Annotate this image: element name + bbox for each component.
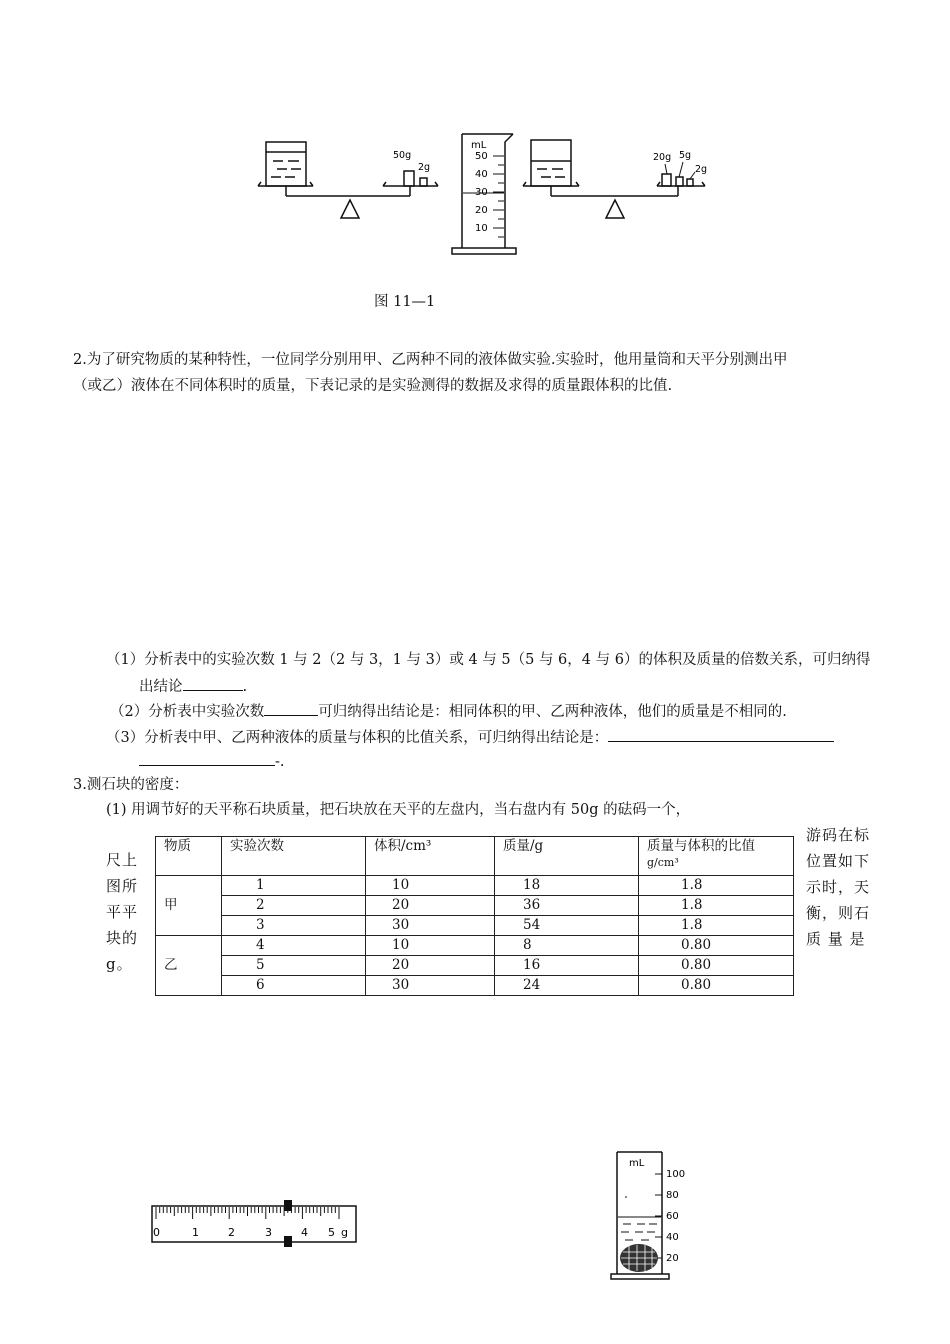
cell-volume: 10 bbox=[366, 876, 495, 896]
stone bbox=[620, 1244, 658, 1272]
ruler-label-unit: g bbox=[341, 1226, 348, 1239]
header-volume: 体积/cm³ bbox=[366, 837, 495, 876]
right-col-line-2: 位置如下 bbox=[806, 852, 871, 870]
q2-part3-line2 bbox=[139, 751, 285, 772]
table-row bbox=[156, 876, 794, 896]
substance-yi: 乙 bbox=[156, 936, 222, 996]
cylinder-unit: mL bbox=[471, 140, 487, 151]
q2-part2-prefix: （2）分析表中实验次数 bbox=[110, 704, 265, 720]
cell-trial: 4 bbox=[222, 936, 366, 956]
cylinder-tick-50: 50 bbox=[475, 151, 488, 162]
left-col-line-3: 平平 bbox=[106, 903, 139, 921]
right-col-line-1: 游码在标 bbox=[806, 826, 871, 844]
q2-intro-line2: （或乙）液体在不同体积时的质量，下表记录的是实验测得的数据及求得的质量跟体积的比值. bbox=[73, 378, 673, 394]
cell-volume: 20 bbox=[366, 956, 495, 976]
right-col-line-4: 衡，则石 bbox=[806, 904, 871, 922]
cell-trial: 6 bbox=[222, 976, 366, 996]
cylinder2-tick-80: 80 bbox=[666, 1190, 679, 1201]
right-col-line-3: 示时，天 bbox=[806, 878, 871, 896]
ruler-label-3: 3 bbox=[265, 1226, 272, 1239]
table-header-row bbox=[156, 837, 794, 876]
cylinder-tick-40: 40 bbox=[475, 169, 488, 180]
cylinder-tick-20: 20 bbox=[475, 205, 488, 216]
weight-label-50g: 50g bbox=[393, 150, 412, 161]
cell-ratio: 1.8 bbox=[639, 876, 794, 896]
answer-blank-2[interactable] bbox=[264, 701, 318, 716]
cell-mass: 24 bbox=[495, 976, 639, 996]
ruler-label-4: 4 bbox=[301, 1226, 308, 1239]
substance-jia: 甲 bbox=[156, 876, 222, 936]
cylinder2-tick-40: 40 bbox=[666, 1232, 679, 1243]
figure-caption: 图 11—1 bbox=[374, 294, 436, 310]
cell-volume: 30 bbox=[366, 976, 495, 996]
weight-label-2g: 2g bbox=[418, 162, 431, 173]
cylinder2-tick-100: 100 bbox=[666, 1169, 686, 1180]
cell-mass: 16 bbox=[495, 956, 639, 976]
cylinder-with-stone bbox=[605, 1148, 695, 1284]
header-ratio-label: 质量与体积的比值 bbox=[647, 838, 755, 854]
q2-part3-suffix: -. bbox=[275, 754, 285, 770]
weight-label-5g: 5g bbox=[679, 150, 692, 161]
table-row bbox=[156, 936, 794, 956]
cell-mass: 36 bbox=[495, 896, 639, 916]
cylinder2-tick-20: 20 bbox=[666, 1253, 679, 1264]
cell-trial: 5 bbox=[222, 956, 366, 976]
q2-part2-suffix: 可归纳得出结论是：相同体积的甲、乙两种液体，他们的质量是不相同的. bbox=[318, 704, 787, 720]
answer-blank-3[interactable] bbox=[608, 727, 834, 742]
cylinder-tick-30: 30 bbox=[475, 187, 488, 198]
table-row bbox=[156, 916, 794, 936]
table-row bbox=[156, 896, 794, 916]
q2-part1-line2 bbox=[139, 676, 247, 697]
right-balance bbox=[523, 140, 708, 218]
q2-part3-line1 bbox=[106, 727, 834, 748]
left-col-line-2: 图所 bbox=[106, 877, 139, 895]
q2-part1-line1: （1）分析表中的实验次数 1 与 2（2 与 3，1 与 3）或 4 与 5（5 与 6，4 与 6）的体积及质量的倍数关系，可归纳得 bbox=[106, 652, 871, 668]
answer-blank-3-cont[interactable] bbox=[139, 751, 275, 766]
cylinder2-unit: mL bbox=[629, 1158, 645, 1169]
right-col-line-5: 质 量 是 bbox=[806, 930, 866, 948]
table-row bbox=[156, 976, 794, 996]
q2-part1-suffix: . bbox=[242, 679, 248, 695]
ruler-label-5: 5 bbox=[328, 1226, 335, 1239]
header-ratio-unit: g/cm³ bbox=[647, 856, 679, 869]
cell-ratio: 0.80 bbox=[639, 976, 794, 996]
header-trial: 实验次数 bbox=[222, 837, 366, 876]
cell-trial: 2 bbox=[222, 896, 366, 916]
rider-scale-ruler bbox=[148, 1196, 363, 1254]
cell-mass: 8 bbox=[495, 936, 639, 956]
left-col-line-5: g。 bbox=[106, 955, 133, 973]
q2-intro-line1: 2.为了研究物质的某种特性，一位同学分别用甲、乙两种不同的液体做实验.实验时，他用量筒和天平分别测出甲 bbox=[73, 352, 788, 368]
ruler-label-0: 0 bbox=[153, 1226, 160, 1239]
cell-trial: 3 bbox=[222, 916, 366, 936]
header-substance: 物质 bbox=[156, 837, 222, 876]
q2-part2-line bbox=[110, 701, 787, 722]
answer-blank-1[interactable] bbox=[183, 676, 243, 691]
cell-mass: 18 bbox=[495, 876, 639, 896]
cell-ratio: 1.8 bbox=[639, 916, 794, 936]
q3-title: 3.测石块的密度： bbox=[73, 777, 189, 793]
rider-bottom bbox=[284, 1236, 292, 1247]
left-col-line-4: 块的 bbox=[106, 929, 139, 947]
cell-volume: 30 bbox=[366, 916, 495, 936]
cylinder-tick-10: 10 bbox=[475, 223, 488, 234]
cell-volume: 20 bbox=[366, 896, 495, 916]
cell-trial: 1 bbox=[222, 876, 366, 896]
cell-ratio: 0.80 bbox=[639, 936, 794, 956]
figure-11-1 bbox=[255, 128, 715, 260]
cylinder2-tick-60: 60 bbox=[666, 1211, 679, 1222]
q3-right-column bbox=[806, 822, 870, 952]
table-row bbox=[156, 956, 794, 976]
q3-part1: (1) 用调节好的天平称石块质量，把石块放在天平的左盘内，当右盘内有 50g 的砝码一个， bbox=[106, 802, 691, 818]
rider-top bbox=[284, 1200, 292, 1211]
cell-ratio: 0.80 bbox=[639, 956, 794, 976]
ruler-label-1: 1 bbox=[192, 1226, 199, 1239]
cell-ratio: 1.8 bbox=[639, 896, 794, 916]
q3-left-column bbox=[106, 847, 138, 977]
ruler-label-2: 2 bbox=[228, 1226, 235, 1239]
cell-volume: 10 bbox=[366, 936, 495, 956]
header-ratio bbox=[639, 837, 794, 876]
data-table bbox=[155, 836, 794, 996]
weight-label-2g-right: 2g bbox=[695, 164, 708, 175]
header-mass: 质量/g bbox=[495, 837, 639, 876]
cell-mass: 54 bbox=[495, 916, 639, 936]
left-col-line-1: 尺上 bbox=[106, 851, 139, 869]
q2-part3-prefix: （3）分析表中甲、乙两种液体的质量与体积的比值关系，可归纳得出结论是： bbox=[106, 730, 609, 746]
q2-part1-prefix: 出结论 bbox=[139, 679, 183, 695]
weight-label-20g: 20g bbox=[653, 152, 672, 163]
